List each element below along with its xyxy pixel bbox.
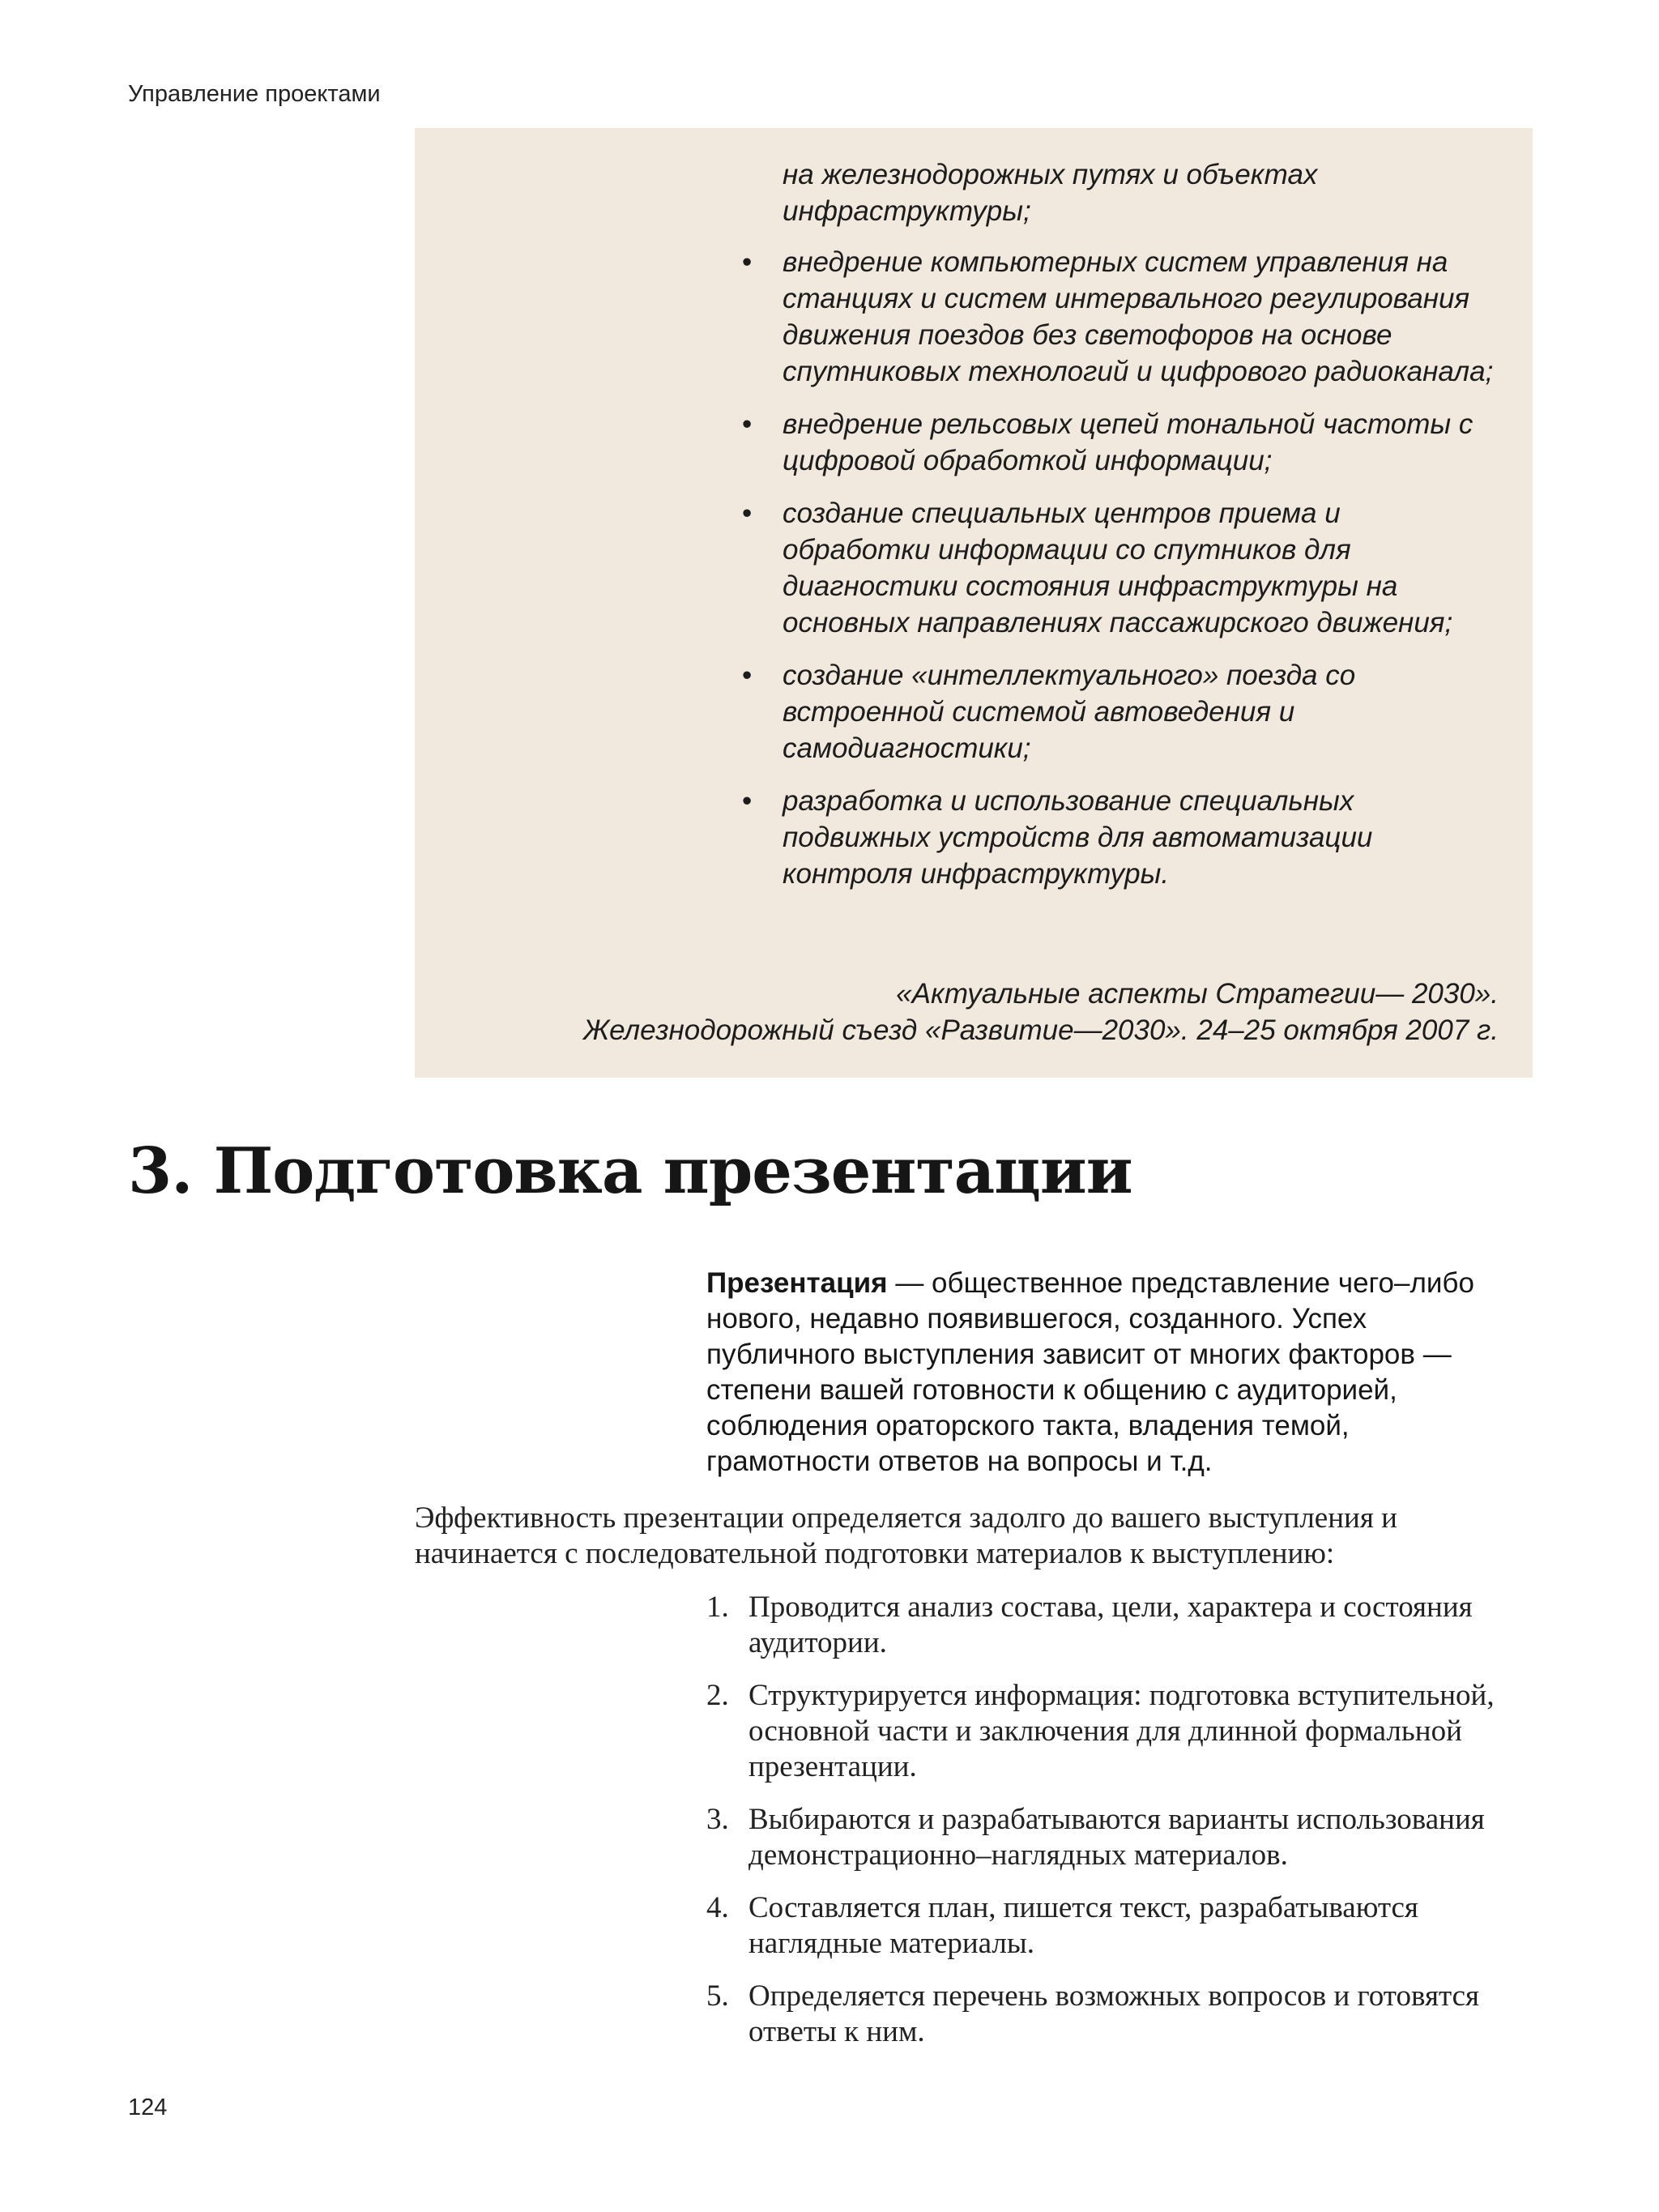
steps-list [706, 1590, 1533, 2067]
quote-bullet-list [742, 244, 1495, 908]
intro-paragraph: Эффективность презентации определяется задолго до вашего выступления и начинается с последовательной подготовки материалов к выступлению: [415, 1501, 1397, 1570]
running-header: Управление проектами [128, 81, 381, 107]
list-item [706, 1678, 1533, 1785]
list-item [706, 1979, 1533, 2050]
definition-text: — общественное представление чего–либо нового, недавно появившегося, созданного. Успех публичного выступления зависит от многих факторов — степени вашей готовности к общению с аудиторией, соблюдения ораторского такта, владения темой, грамотности ответов на вопросы и т.д. [706, 1267, 1474, 1477]
list-item-text: разработка и использование специальных подвижных устройств для автоматизации контроля инфраструктуры. [783, 785, 1373, 890]
step-number: 1. [706, 1591, 729, 1624]
bullet-icon: • [742, 246, 753, 278]
list-item [706, 1890, 1533, 1962]
bullet-icon: • [742, 497, 753, 529]
definition-term: Презентация [706, 1267, 888, 1299]
step-number: 3. [706, 1803, 729, 1836]
quote-lead-text: на железнодорожных путях и объектах инфраструктуры; [783, 159, 1318, 227]
list-item [706, 1590, 1533, 1661]
list-item-text: внедрение компьютерных систем управления на станциях и систем интервального регулирования движения поездов без светофоров на основе спутниковых технологий и цифрового радиоканала; [783, 246, 1494, 387]
quote-source-line-2: Железнодорожный съезд «Развитие—2030». 24–25 октября 2007 г. [583, 1014, 1499, 1046]
list-item [742, 244, 1495, 390]
list-item-text: внедрение рельсовых цепей тональной частоты с цифровой обработкой информации; [783, 408, 1473, 476]
list-item [742, 657, 1495, 767]
step-text: Проводится анализ состава, цели, характера и состояния аудитории. [748, 1591, 1473, 1659]
list-item-text: создание специальных центров приема и обработки информации со спутников для диагностики состояния инфраструктуры на основных направлениях пассажирского движения; [783, 497, 1453, 638]
list-item-text: создание «интеллектуального» поезда со встроенной системой автоведения и самодиагностики; [783, 660, 1356, 764]
definition-paragraph [706, 1266, 1484, 1480]
quote-source [446, 976, 1499, 1048]
section-title: 3. Подготовка презентации [128, 1134, 1132, 1208]
step-text: Составляется план, пишется текст, разрабатываются наглядные материалы. [748, 1891, 1418, 1960]
list-item [742, 495, 1495, 641]
quote-source-line-1: «Актуальные аспекты Стратегии— 2030». [896, 978, 1499, 1010]
page-number: 124 [128, 2095, 168, 2120]
step-number: 5. [706, 1979, 729, 2013]
step-number: 2. [706, 1679, 729, 1712]
step-number: 4. [706, 1891, 729, 1924]
quote-box [415, 128, 1533, 1078]
bullet-icon: • [742, 408, 753, 440]
bullet-icon: • [742, 660, 753, 691]
step-text: Структурируется информация: подготовка вступительной, основной части и заключения для длинной формальной презентации. [748, 1679, 1495, 1783]
list-item [706, 1802, 1533, 1873]
list-item [742, 783, 1495, 892]
step-text: Определяется перечень возможных вопросов и готовятся ответы к ним. [748, 1979, 1480, 2048]
bullet-icon: • [742, 785, 753, 817]
list-item [742, 406, 1495, 479]
step-text: Выбираются и разрабатываются варианты использования демонстрационно–наглядных материалов. [748, 1803, 1485, 1872]
